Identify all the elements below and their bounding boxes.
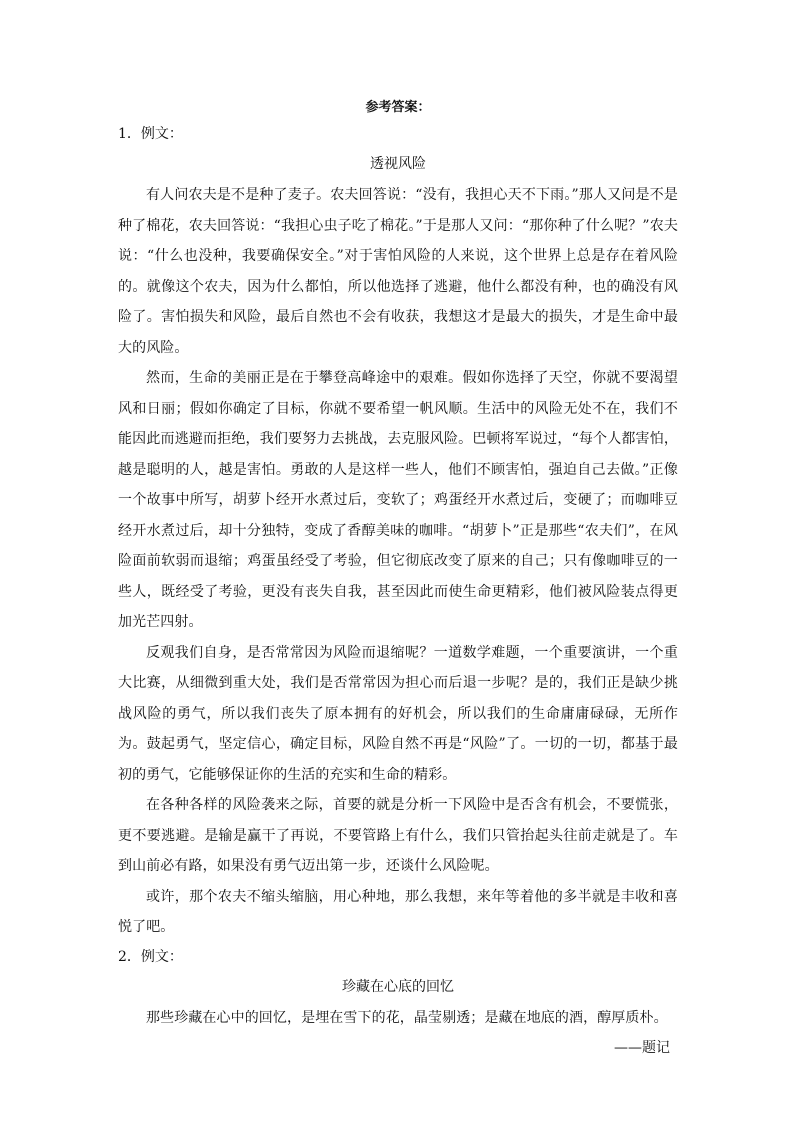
item-label: 2．例文： xyxy=(118,948,183,965)
answer-item-2 xyxy=(118,945,678,1063)
answer-item-1 xyxy=(118,122,678,943)
answers-heading: 参考答案： xyxy=(365,100,431,115)
essay-paragraph: 在各种各样的风险袭来之际，首要的就是分析一下风险中是否含有机会，不要慌张，更不要逃避。是输是赢干了再说，不要管路上有什么，我们只管抬起头往前走就是了。车到山前必有路，如果没有勇气迈出第一步，还谈什么风险呢。 xyxy=(118,797,678,874)
essay-paragraph: 那些珍藏在心中的回忆，是埋在雪下的花，晶莹剔透；是藏在地底的酒，醇厚质朴。 xyxy=(146,1009,668,1026)
essay-paragraph: 或许，那个农夫不缩头缩脑，用心种地，那么我想，来年等着他的多半就是丰收和喜悦了吧。 xyxy=(118,888,678,935)
essay-paragraph: 有人问农夫是不是种了麦子。农夫回答说：“没有，我担心天不下雨。”那人又问是不是种了棉花，农夫回答说：“我担心虫子吃了棉花。”于是那人又问：“那你种了什么呢？”农夫说：“什么也没种，我要确保安全。”对于害怕风险的人来说，这个世界上总是存在着风险的。就像这个农夫，因为什么都怕，所以他选择了逃避，他什么都没有种，也的确没有风险了。害怕损失和风险，最后自然也不会有收获，我想这才是最大的损失，才是生命中最大的风险。 xyxy=(118,187,678,356)
essay-title: 透视风险 xyxy=(370,156,426,172)
answer-document xyxy=(118,96,678,1063)
essay-title: 珍藏在心底的回忆 xyxy=(342,978,454,995)
item-label: 1．例文： xyxy=(118,126,183,142)
essay-paragraph: 然而，生命的美丽正是在于攀登高峰途中的艰难。假如你选择了天空，你就不要渴望风和日丽；假如你确定了目标，你就不要希望一帆风顺。生活中的风险无处不在，我们不能因此而逃避而拒绝，我们要努力去挑战，去克服风险。巴顿将军说过，“每个人都害怕，越是聪明的人，越是害怕。勇敢的人是这样一些人，他们不顾害怕，强迫自己去做。”正像一个故事中所写，胡萝卜经开水煮过后，变软了；鸡蛋经开水煮过后，变硬了；而咖啡豆经开水煮过后，却十分独特，变成了香醇美味的咖啡。“胡萝卜”正是那些“农夫们”，在风险面前软弱而退缩；鸡蛋虽经受了考验，但它彻底改变了原来的自己；只有像咖啡豆的一些人，既经受了考验，更没有丧失自我，甚至因此而使生命更精彩，他们被风险装点得更加光芒四射。 xyxy=(118,370,678,630)
essay-paragraph: 反观我们自身，是否常常因为风险而退缩呢？一道数学难题，一个重要演讲，一个重大比赛，从细微到重大处，我们是否常常因为担心而后退一步呢？是的，我们正是缺少挑战风险的勇气，所以我们丧失了原本拥有的好机会，所以我们的生命庸庸碌碌，无所作为。鼓起勇气，坚定信心，确定目标，风险自然不再是“风险”了。一切的一切，都基于最初的勇气，它能够保证你的生活的充实和生命的精彩。 xyxy=(118,644,678,783)
epigraph-signature: ——题记 xyxy=(614,1039,670,1056)
